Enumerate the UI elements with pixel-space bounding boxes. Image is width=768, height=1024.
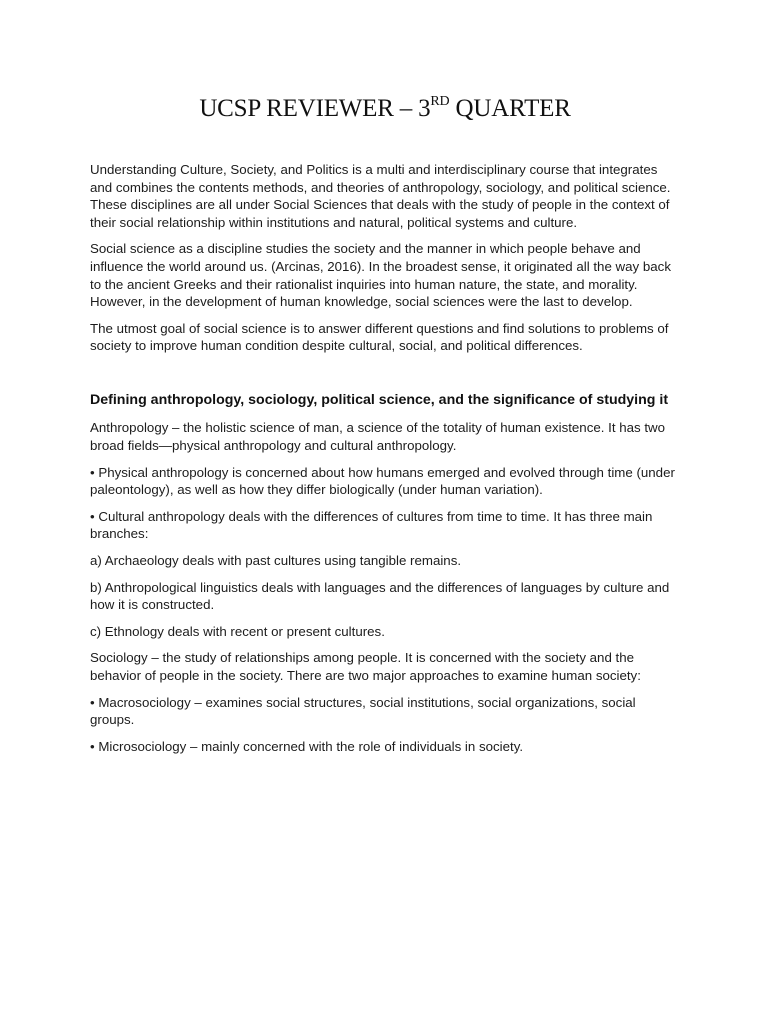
ethnology-item: c) Ethnology deals with recent or present cultures. [90,623,385,639]
title-main: UCSP REVIEWER – 3 [199,95,431,122]
intro-paragraph-3: The utmost goal of social science is to answer different questions and find solutions to problems of society to improve human condition despite cultural, social, and political differences. [90,320,669,354]
linguistics-item: b) Anthropological linguistics deals with languages and the differences of languages by culture and how it is constructed. [90,579,670,613]
intro-paragraph-1: Understanding Culture, Society, and Politics is a multi and interdisciplinary course that integrates and combines the contents methods, and theories of anthropology, sociology, and political science. These disciplines are all under Social Sciences that deals with the study of people in the context of their social relationship within institutions and natural, political systems and culture. [90,162,671,230]
sociology-definition: Sociology – the study of relationships among people. It is concerned with the society and the behavior of people in the society. There are two major approaches to examine human society: [90,650,641,683]
title-end: QUARTER [449,95,571,122]
section-spacer [90,364,680,390]
macrosociology-bullet: • Macrosociology – examines social structures, social institutions, social organizations, social groups. [90,694,636,728]
document-page [90,92,680,764]
archaeology-item: a) Archaeology deals with past cultures using tangible remains. [90,553,462,568]
physical-anthropology-bullet: • Physical anthropology is concerned about how humans emerged and evolved through time (under paleontology), as well as how they differ biologically (under human variation). [90,464,675,498]
title-superscript: RD [430,94,450,109]
document-title [90,92,680,126]
cultural-anthropology-bullet: • Cultural anthropology deals with the differences of cultures from time to time. It has three main branches: [90,508,653,542]
section-heading: Defining anthropology, sociology, political science, and the significance of studying it [90,391,669,408]
microsociology-bullet: • Microsociology – mainly concerned with the role of individuals in society. [90,738,524,754]
intro-paragraph-2: Social science as a discipline studies the society and the manner in which people behave and influence the world around us. (Arcinas, 2016). In the broadest sense, it originated all the way back to the ancient Greeks and their rationalist inquiries into human nature, the state, and morality. However, in the development of human knowledge, social sciences were the last to develop. [90,241,671,310]
anthropology-definition: Anthropology – the holistic science of man, a science of the totality of human existence. It has two broad fields—physical anthropology and cultural anthropology. [90,420,666,454]
